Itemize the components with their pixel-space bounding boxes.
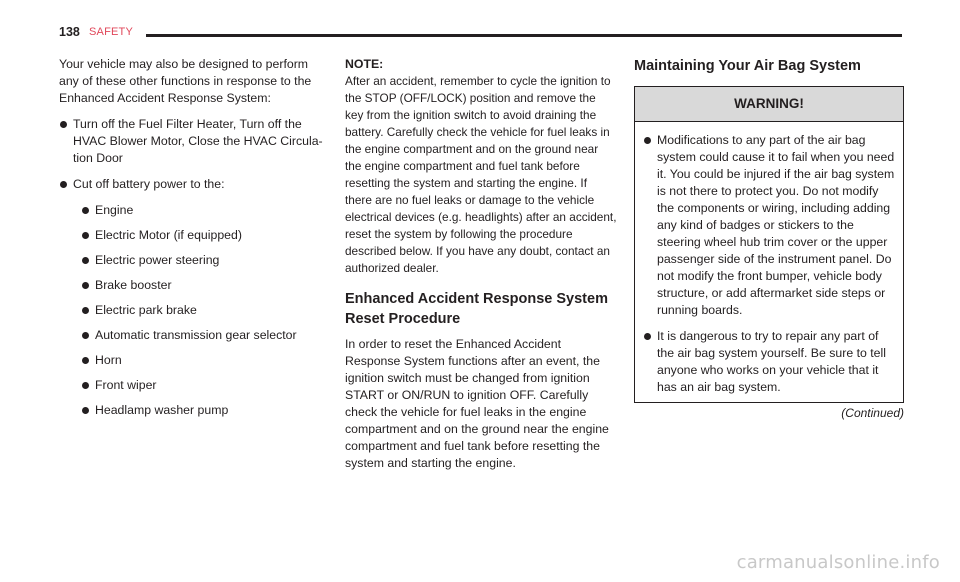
section-heading: Maintaining Your Air Bag System xyxy=(634,58,861,74)
reset-heading-line-2: Reset Procedure xyxy=(345,311,461,327)
column-middle xyxy=(345,56,617,472)
page-header xyxy=(59,25,902,45)
warning-bullet: It is dangerous to try to repair any part of the air bag system yourself. Be sure to tell anyone who works on your vehicle that it has an air bag system. xyxy=(643,328,897,396)
sub-bullet-item: Engine xyxy=(81,202,331,219)
header-divider xyxy=(146,34,902,37)
page-number: 138 xyxy=(59,25,80,39)
warning-bullet: Modifications to any part of the air bag system could cause it to fail when you need it. You could be injured if the air bag system is not there to protect you. Do not modify the components or wiring, including adding any kind of badges or stickers to the steering wheel hub trim cover or the upper passenger side of the instrument panel. Do not modify the front bumper, vehicle body structure, or add aftermarket side steps or running boards. xyxy=(643,132,897,319)
sub-bullet-item: Automatic transmission gear selector xyxy=(81,327,331,344)
note-paragraph: After an accident, remember to cycle the ignition to the STOP (OFF/LOCK) position and remove the key from the ignition switch to avoid draining the battery. Carefully check the vehicle for fuel leaks in the engine compartment and on the ground near the engine compartment and fuel tank before resetting the system and starting the engine. If there are no fuel leaks or damage to the vehicle electrical devices (e.g. headlights) after an accident, reset the system by following the procedure described below. If you have any doubt, contact an authorized dealer. xyxy=(345,74,617,275)
section-title: SAFETY xyxy=(89,26,133,38)
watermark: carmanualsonline.info xyxy=(736,552,940,573)
sub-bullet-item: Horn xyxy=(81,352,331,369)
sub-bullet-item: Electric park brake xyxy=(81,302,331,319)
bullet-item: Cut off battery power to the: xyxy=(59,176,331,193)
warning-body xyxy=(635,122,903,402)
reset-procedure-heading xyxy=(345,289,617,329)
column-left xyxy=(59,56,331,419)
intro-paragraph: Your vehicle may also be designed to perform any of these other functions in response to the Enhanced Accident Response System: xyxy=(59,57,312,105)
bullet-item: Turn off the Fuel Filter Heater, Turn off the HVAC Blower Motor, Close the HVAC Circula-tion Door xyxy=(59,116,331,167)
warning-box xyxy=(634,86,904,403)
procedure-paragraph: In order to reset the Enhanced Accident Response System functions after an event, the ignition switch must be changed from ignition START or ON/RUN to ignition OFF. Carefully check the vehicle for fuel leaks in the engine compartment and on the ground near the engine compartment and fuel tank before resetting the system and starting the engine. xyxy=(345,337,609,470)
reset-heading-line-1: Enhanced Accident Response System xyxy=(345,291,608,307)
note-label: NOTE: xyxy=(345,57,384,71)
sub-bullet-item: Brake booster xyxy=(81,277,331,294)
warning-title: WARNING! xyxy=(635,87,903,122)
sub-bullet-item: Electric power steering xyxy=(81,252,331,269)
continued-label: (Continued) xyxy=(841,406,904,420)
column-right xyxy=(634,56,904,422)
sub-bullet-item: Headlamp washer pump xyxy=(81,402,331,419)
sub-bullet-item: Electric Motor (if equipped) xyxy=(81,227,331,244)
sub-bullet-item: Front wiper xyxy=(81,377,331,394)
